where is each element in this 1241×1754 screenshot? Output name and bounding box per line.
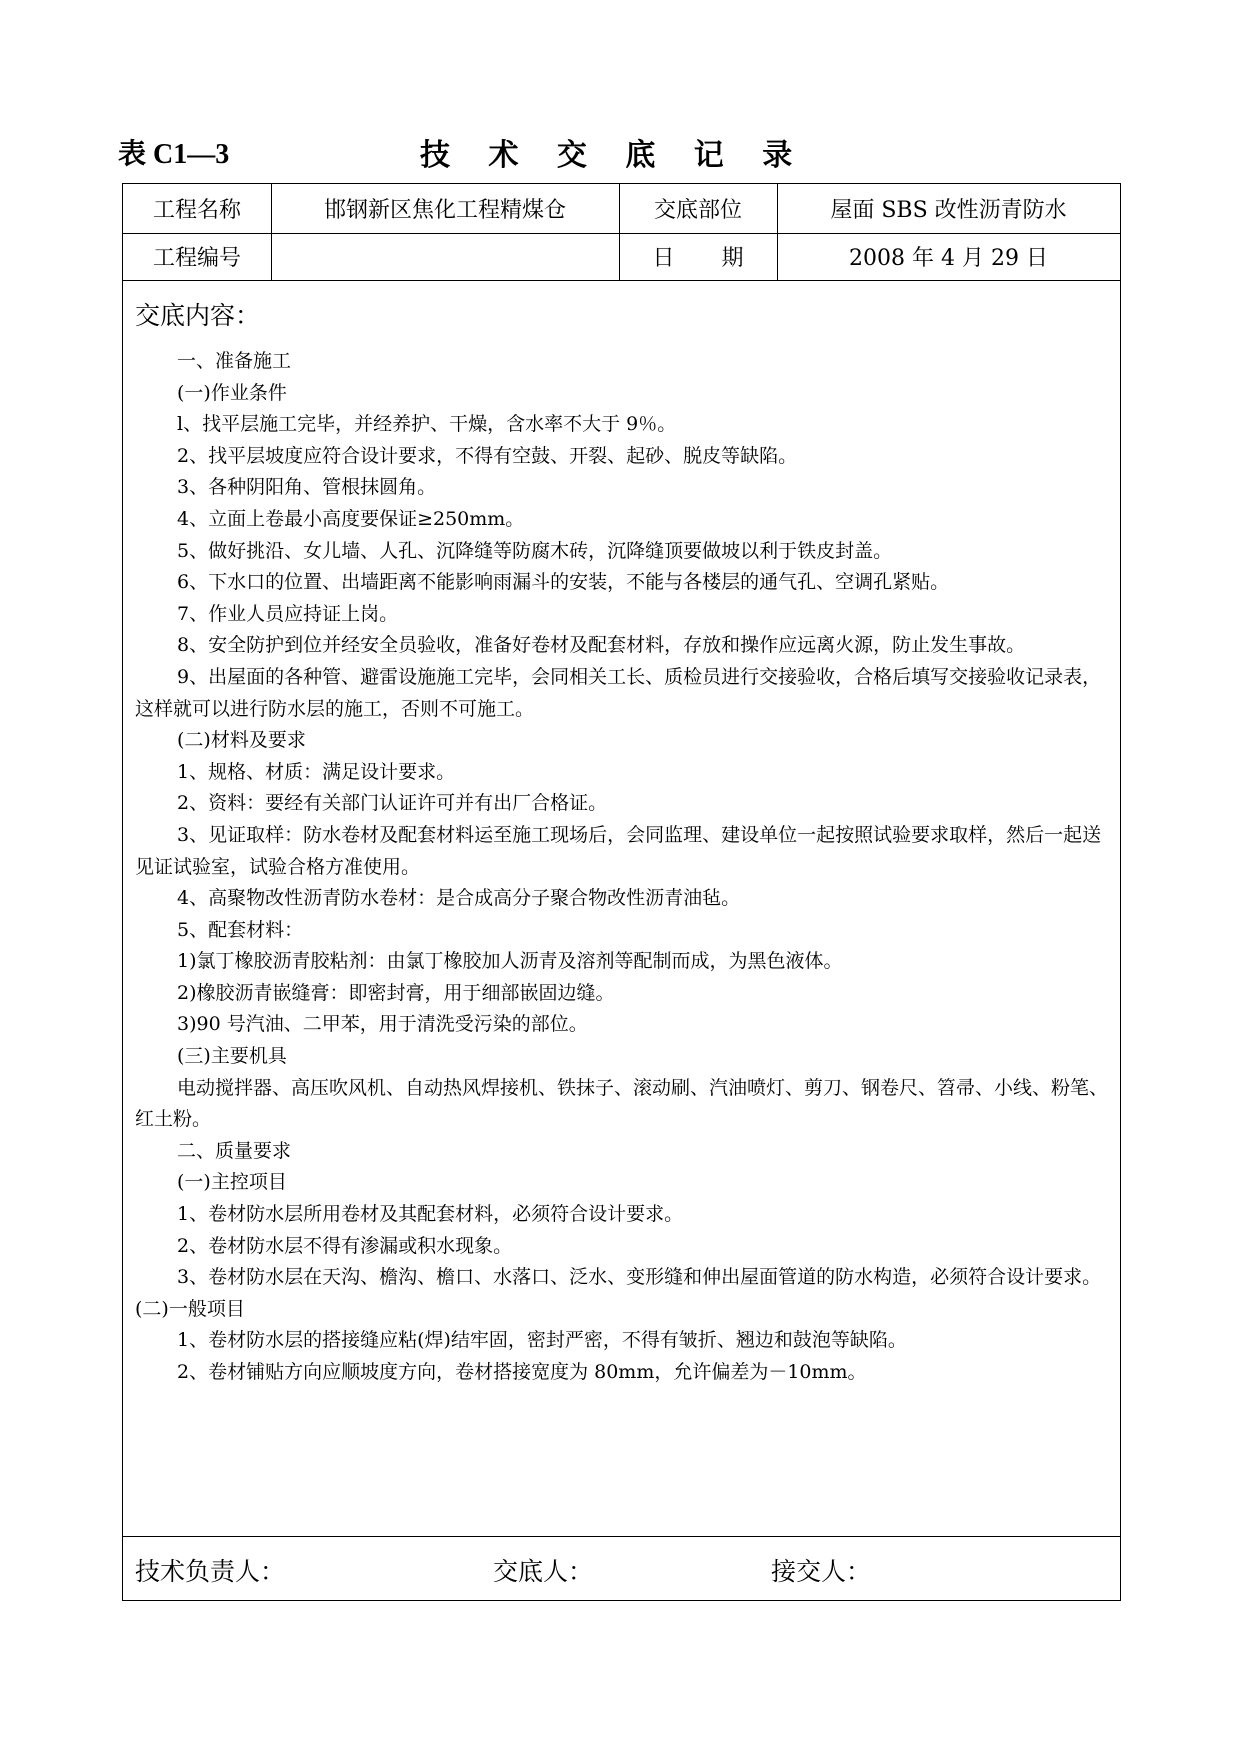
project-name-label: 工程名称 xyxy=(152,198,241,223)
content-paragraph: 2、资料：要经有关部门认证许可并有出厂合格证。 xyxy=(177,792,608,815)
content-heading: 交底内容： xyxy=(135,301,261,330)
content-paragraph: 电动搅拌器、高压吹风机、自动热风焊接机、铁抹子、滚动刷、汽油喷灯、剪刀、钢卷尺、笤帚、小线、粉笔、红土粉。 xyxy=(135,1076,1109,1131)
content-paragraph: 1)氯丁橡胶沥青胶粘剂：由氯丁橡胶加人沥青及溶剂等配制而成，为黑色液体。 xyxy=(177,950,843,973)
content-paragraph: 3、见证取样：防水卷材及配套材料运至施工现场后，会同监理、建设单位一起按照试验要求取样，然后一起送见证试验室，试验合格方准使用。 xyxy=(135,823,1102,878)
subsection-heading: (三)主要机具 xyxy=(177,1045,287,1068)
content-paragraph: 1、卷材防水层所用卷材及其配套材料，必须符合设计要求。 xyxy=(177,1203,684,1226)
content-paragraph: 3、卷材防水层在天沟、檐沟、檐口、水落口、泛水、变形缝和伸出屋面管道的防水构造，必须符合设计要求。 xyxy=(177,1266,1102,1289)
subsection-heading: (一)作业条件 xyxy=(177,381,287,404)
content-paragraph: 1、规格、材质：满足设计要求。 xyxy=(177,760,456,783)
project-no-label: 工程编号 xyxy=(152,246,241,271)
form-code: 表 C1—3 xyxy=(118,139,230,170)
location-value: 屋面 SBS 改性沥青防水 xyxy=(830,198,1067,223)
subsection-heading: (二)一般项目 xyxy=(135,1297,245,1320)
section-heading: 一、准备施工 xyxy=(177,350,292,372)
subsection-heading: (二)材料及要求 xyxy=(177,729,306,752)
row-divider-2 xyxy=(123,280,1120,281)
project-no-value xyxy=(271,233,619,280)
subsection-heading: (一)主控项目 xyxy=(177,1171,287,1194)
project-name-value: 邯钢新区焦化工程精煤仓 xyxy=(323,198,566,223)
tech-lead-label: 技术负责人： xyxy=(135,1557,286,1586)
content-paragraph: 2)橡胶沥青嵌缝膏：即密封膏，用于细部嵌固边缝。 xyxy=(177,981,615,1004)
presenter-label: 交底人： xyxy=(493,1557,594,1586)
location-label: 交底部位 xyxy=(653,198,742,223)
content-paragraph: 2、卷材防水层不得有渗漏或积水现象。 xyxy=(177,1234,513,1257)
content-paragraph: 2、卷材铺贴方向应顺坡度方向，卷材搭接宽度为 80mm，允许偏差为－10mm。 xyxy=(177,1361,867,1383)
content-paragraph: l、找平层施工完毕，并经养护、干燥，含水率不大于 9％。 xyxy=(177,413,677,436)
content-paragraph: 2、找平层坡度应符合设计要求，不得有空鼓、开裂、起砂、脱皮等缺陷。 xyxy=(177,444,798,467)
receiver-label: 接交人： xyxy=(771,1557,872,1586)
document-title: 技 术 交 底 记 录 xyxy=(420,138,807,173)
date-label: 日 期 xyxy=(652,246,744,271)
content-paragraph: 9、出屋面的各种管、避雷设施施工完毕，会同相关工长、质检员进行交接验收，合格后填写交接验收记录表，这样就可以进行防水层的施工，否则不可施工。 xyxy=(135,665,1102,720)
signature-row xyxy=(123,1536,1120,1600)
content-paragraph: 3)90 号汽油、二甲苯，用于清洗受污染的部位。 xyxy=(177,1013,588,1036)
content-paragraph: 3、各种阴阳角、管根抹圆角。 xyxy=(177,476,437,499)
content-paragraph: 8、安全防护到位并经安全员验收，准备好卷材及配套材料，存放和操作应远离火源，防止发生事故。 xyxy=(177,634,1026,657)
content-paragraph: 4、立面上卷最小高度要保证≥250mm。 xyxy=(177,507,525,530)
content-paragraph: 4、高聚物改性沥青防水卷材：是合成高分子聚合物改性沥青油毡。 xyxy=(177,887,741,910)
content-paragraph: 6、下水口的位置、出墙距离不能影响雨漏斗的安装，不能与各楼层的通气孔、空调孔紧贴。 xyxy=(177,571,950,594)
record-table xyxy=(122,183,1121,1601)
section-heading: 二、质量要求 xyxy=(177,1139,292,1162)
content-paragraph: 5、配套材料： xyxy=(177,918,304,941)
content-paragraph: 5、做好挑沿、女儿墙、人孔、沉降缝等防腐木砖，沉降缝顶要做坡以利于铁皮封盖。 xyxy=(177,539,893,562)
content-paragraph: 1、卷材防水层的搭接缝应粘(焊)结牢固，密封严密，不得有皱折、翘边和鼓泡等缺陷。 xyxy=(177,1329,907,1352)
content-body xyxy=(135,346,1113,1389)
date-value: 2008 年 4 月 29 日 xyxy=(849,246,1048,271)
content-paragraph: 7、作业人员应持证上岗。 xyxy=(177,602,399,625)
